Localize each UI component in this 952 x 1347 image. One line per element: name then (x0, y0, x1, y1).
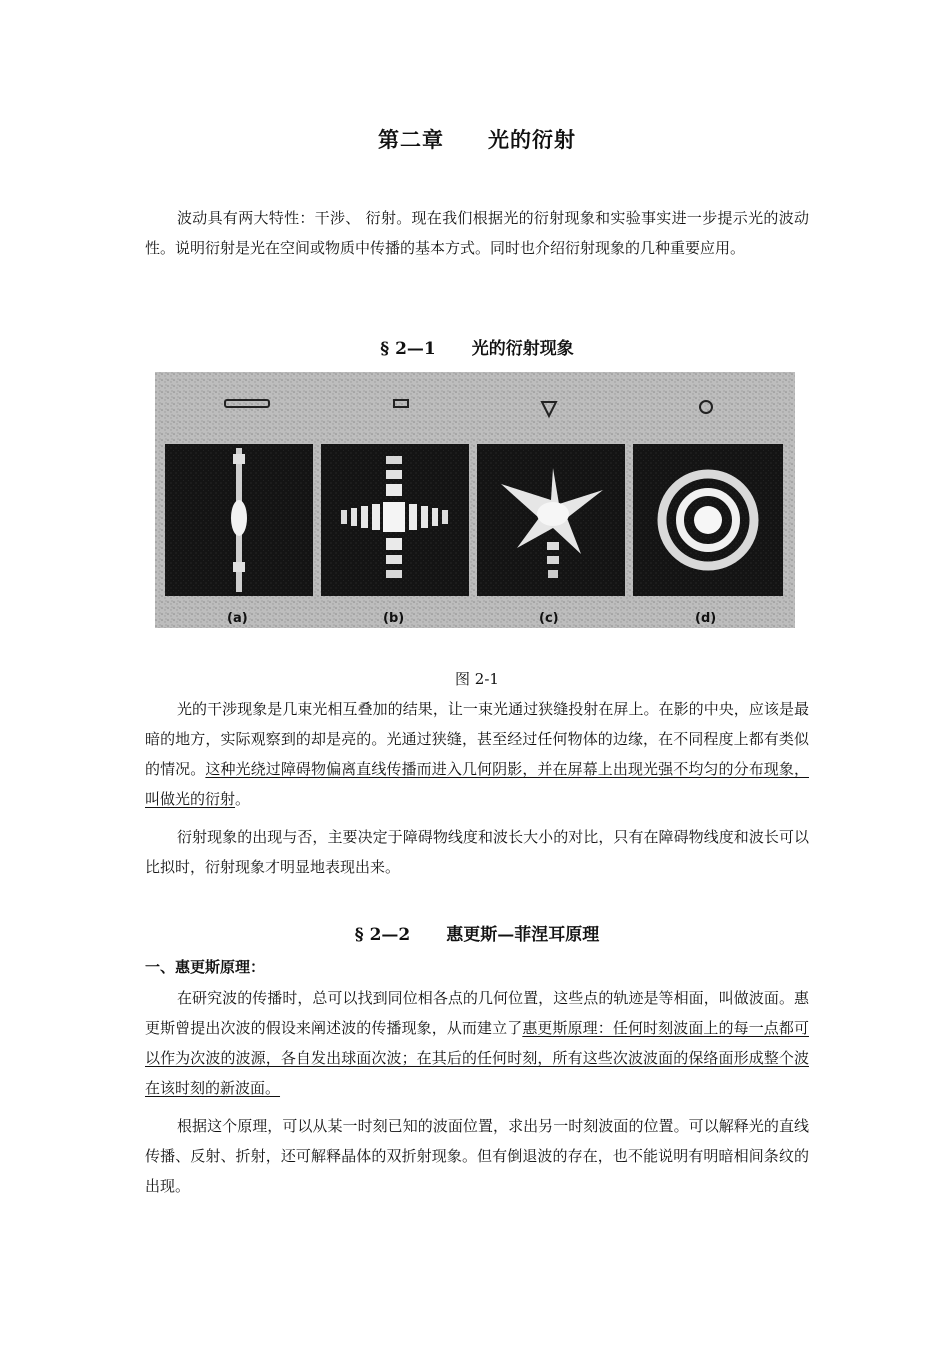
section2-paragraph-1 (145, 983, 809, 1103)
panel-a (165, 444, 313, 596)
panel-label-c: (c) (539, 611, 559, 626)
figure-caption: 图 2-1 (455, 670, 499, 688)
panel-b (321, 444, 469, 596)
paragraph-end: 。 (235, 790, 251, 808)
section1-paragraph-1 (145, 694, 809, 814)
section-number: § 2—1 (380, 339, 436, 359)
chapter-name: 光的衍射 (488, 127, 576, 152)
section-title: 惠更斯—菲涅耳原理 (446, 925, 600, 945)
paragraph-text: 在研究波的传播时，总可以找到同位相各点的几何位置，这些点的轨迹是等相面，叫做波面。惠更斯曾提出次波的假设来阐述波的传播现象，从而建立了 (145, 989, 809, 1037)
section-heading-2-1 (145, 334, 809, 359)
section1-paragraph-2: 衍射现象的出现与否，主要决定于障碍物线度和波长大小的对比，只有在障碍物线度和波长可以比拟时，衍射现象才明显地表现出来。 (145, 828, 809, 876)
section-title: 光的衍射现象 (471, 339, 574, 359)
section-heading-2-2 (145, 920, 809, 945)
chapter-number: 第二章 (378, 127, 444, 152)
diffraction-figure (155, 372, 795, 648)
panel-label-a: (a) (227, 611, 248, 626)
panel-label-b: (b) (383, 611, 405, 626)
huygens-principle-definition: 惠更斯原理：任何时刻波面上的每一点都可以作为次波的波源，各自发出球面次波；在其后的任何时刻，所有这些次波波面的保络面形成整个波在该时刻的新波面。 (145, 1019, 809, 1097)
panel-label-d: (d) (695, 611, 717, 626)
paragraph-text: 光的干涉现象是几束光相互叠加的结果，让一束光通过狭缝投射在屏上。在影的中央，应该是最暗的地方，实际观察到的却是亮的。光通过狭缝，甚至经过任何物体的边缘，在不同程度上都有类似的情况。 (145, 700, 809, 778)
section2-paragraph-2: 根据这个原理，可以从某一时刻已知的波面位置，求出另一时刻波面的位置。可以解释光的直线传播、反射、折射，还可解释晶体的双折射现象。但有倒退波的存在，也不能说明有明暗相间条纹的出现。 (145, 1117, 809, 1195)
chapter-title (145, 124, 809, 154)
intro-paragraph: 波动具有两大特性：干涉、 衍射。现在我们根据光的衍射现象和实验事实进一步提示光的波动性。说明衍射是光在空间或物质中传播的基本方式。同时也介绍衍射现象的几种重要应用。 (145, 209, 809, 257)
section-number: § 2—2 (354, 925, 411, 945)
subheading-huygens: 一、惠更斯原理： (145, 958, 266, 976)
panel-c (477, 444, 625, 596)
diffraction-definition: 这种光绕过障碍物偏离直线传播而进入几何阴影，并在屏幕上出现光强不均匀的分布现象，叫做光的衍射 (145, 760, 809, 808)
panel-d (633, 444, 783, 596)
